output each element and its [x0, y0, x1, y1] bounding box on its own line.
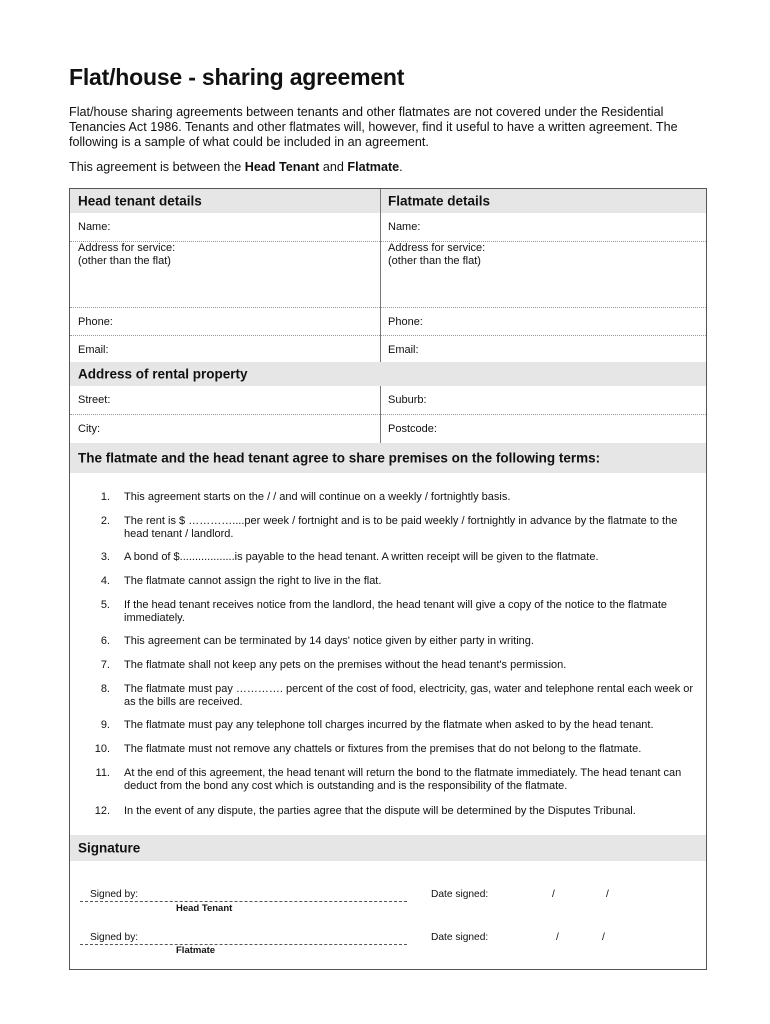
page-title: Flat/house - sharing agreement: [69, 64, 405, 90]
term-text: In the event of any dispute, the parties agree that the dispute will be determined by the Disputes Tribunal.: [124, 805, 636, 817]
date-slash: /: [556, 932, 559, 943]
between-prefix: This agreement is between the: [69, 160, 245, 174]
agreement-parties: [69, 160, 403, 174]
term-number: 4.: [100, 575, 110, 587]
term-number: 2.: [100, 515, 110, 527]
term-number: 6.: [100, 635, 110, 647]
flatmate-date-label: Date signed:: [431, 932, 489, 943]
term-number: 8.: [100, 683, 110, 695]
head-tenant-phone-field[interactable]: Phone:: [78, 316, 113, 328]
term-number: 3.: [100, 551, 110, 563]
terms-header: [70, 443, 706, 473]
head-tenant-signed-by-label: Signed by:: [90, 889, 139, 900]
term-text: If the head tenant receives notice from the landlord, the head tenant will give a copy of the notice to the flatmate immediately.: [124, 599, 668, 624]
date-slash: /: [606, 889, 609, 900]
postcode-field[interactable]: Postcode:: [388, 423, 437, 435]
flatmate-details-heading: Flatmate details: [388, 193, 491, 209]
street-field[interactable]: Street:: [78, 394, 111, 406]
flatmate-signature-line[interactable]: [80, 944, 407, 945]
agreement-form: [69, 188, 707, 970]
flatmate-name-field[interactable]: Name:: [388, 221, 421, 233]
head-tenant-address-note: (other than the flat): [78, 255, 171, 267]
flatmate-address-label: Address for service:: [388, 242, 486, 254]
date-slash: /: [602, 932, 605, 943]
flatmate-role-label: Flatmate: [176, 945, 216, 956]
city-field[interactable]: City:: [78, 423, 100, 435]
date-slash: /: [552, 889, 555, 900]
term-text: This agreement can be terminated by 14 days' notice given by either party in writing.: [124, 635, 534, 647]
term-text: A bond of $..................is payable to the head tenant. A written receipt will be given to the flatmate.: [124, 551, 599, 563]
term-text: The flatmate must pay …………. percent of the cost of food, electricity, gas, water and telephone rental each week or as the bills are received.: [124, 683, 694, 708]
head-tenant-email-field[interactable]: Email:: [78, 344, 109, 356]
term-number: 1.: [100, 491, 110, 503]
head-tenant-details-heading: Head tenant details: [78, 193, 202, 209]
head-tenant-date-label: Date signed:: [431, 889, 489, 900]
between-flatmate: Flatmate: [347, 160, 400, 174]
flatmate-address-note: (other than the flat): [388, 255, 481, 267]
head-tenant-name-field[interactable]: Name:: [78, 221, 111, 233]
term-number: 10.: [94, 743, 110, 755]
term-text: This agreement starts on the / / and will continue on a weekly / fortnightly basis.: [124, 491, 511, 503]
rental-property-header: [70, 362, 706, 386]
term-text: The flatmate must pay any telephone toll charges incurred by the flatmate when asked to by the head tenant.: [124, 719, 654, 731]
term-text: The rent is $ …………....per week / fortnight and is to be paid weekly / fortnightly in advance by the flatmate to the head tenant / landlord.: [124, 515, 678, 540]
rental-property-heading: Address of rental property: [78, 366, 248, 382]
flatmate-phone-field[interactable]: Phone:: [388, 316, 423, 328]
flatmate-signed-by-label: Signed by:: [90, 932, 139, 943]
terms-heading: The flatmate and the head tenant agree to share premises on the following terms:: [78, 450, 601, 466]
signature-heading: Signature: [78, 840, 141, 856]
term-number: 9.: [100, 719, 110, 731]
between-suffix: .: [399, 160, 403, 174]
flatmate-address-field[interactable]: [388, 242, 485, 268]
head-tenant-signature-line[interactable]: [80, 901, 407, 902]
suburb-field[interactable]: Suburb:: [388, 394, 427, 406]
row-divider: [70, 307, 706, 308]
term-number: 5.: [100, 599, 110, 611]
signature-header: [70, 835, 706, 861]
flatmate-email-field[interactable]: Email:: [388, 344, 419, 356]
head-tenant-role-label: Head Tenant: [176, 903, 233, 914]
head-tenant-address-label: Address for service:: [78, 242, 176, 254]
term-text: The flatmate cannot assign the right to live in the flat.: [124, 575, 382, 587]
term-number: 7.: [100, 659, 110, 671]
head-tenant-address-field[interactable]: [78, 242, 175, 268]
term-number: 11.: [95, 767, 110, 779]
term-number: 12.: [94, 805, 110, 817]
term-text: At the end of this agreement, the head tenant will return the bond to the flatmate immediately. The head tenant can deduct from the bond any cost which is outstanding and is the responsibility of the flatmate.: [124, 767, 682, 792]
term-text: The flatmate must not remove any chattels or fixtures from the premises that do not belong to the flatmate.: [124, 743, 642, 755]
row-divider: [70, 335, 706, 336]
intro-paragraph: Flat/house sharing agreements between tenants and other flatmates are not covered under the Residential Tenancies Act 1986. Tenants and other flatmates will, however, find it useful to have a written agreement. The following is a sample of what could be included in an agreement.: [69, 105, 678, 150]
row-divider: [70, 414, 706, 415]
details-divider: [380, 189, 381, 362]
term-text: The flatmate shall not keep any pets on the premises without the head tenant's permission.: [124, 659, 567, 671]
details-header-row: [70, 189, 706, 213]
between-and: and: [319, 160, 348, 174]
between-head-tenant: Head Tenant: [244, 160, 320, 174]
